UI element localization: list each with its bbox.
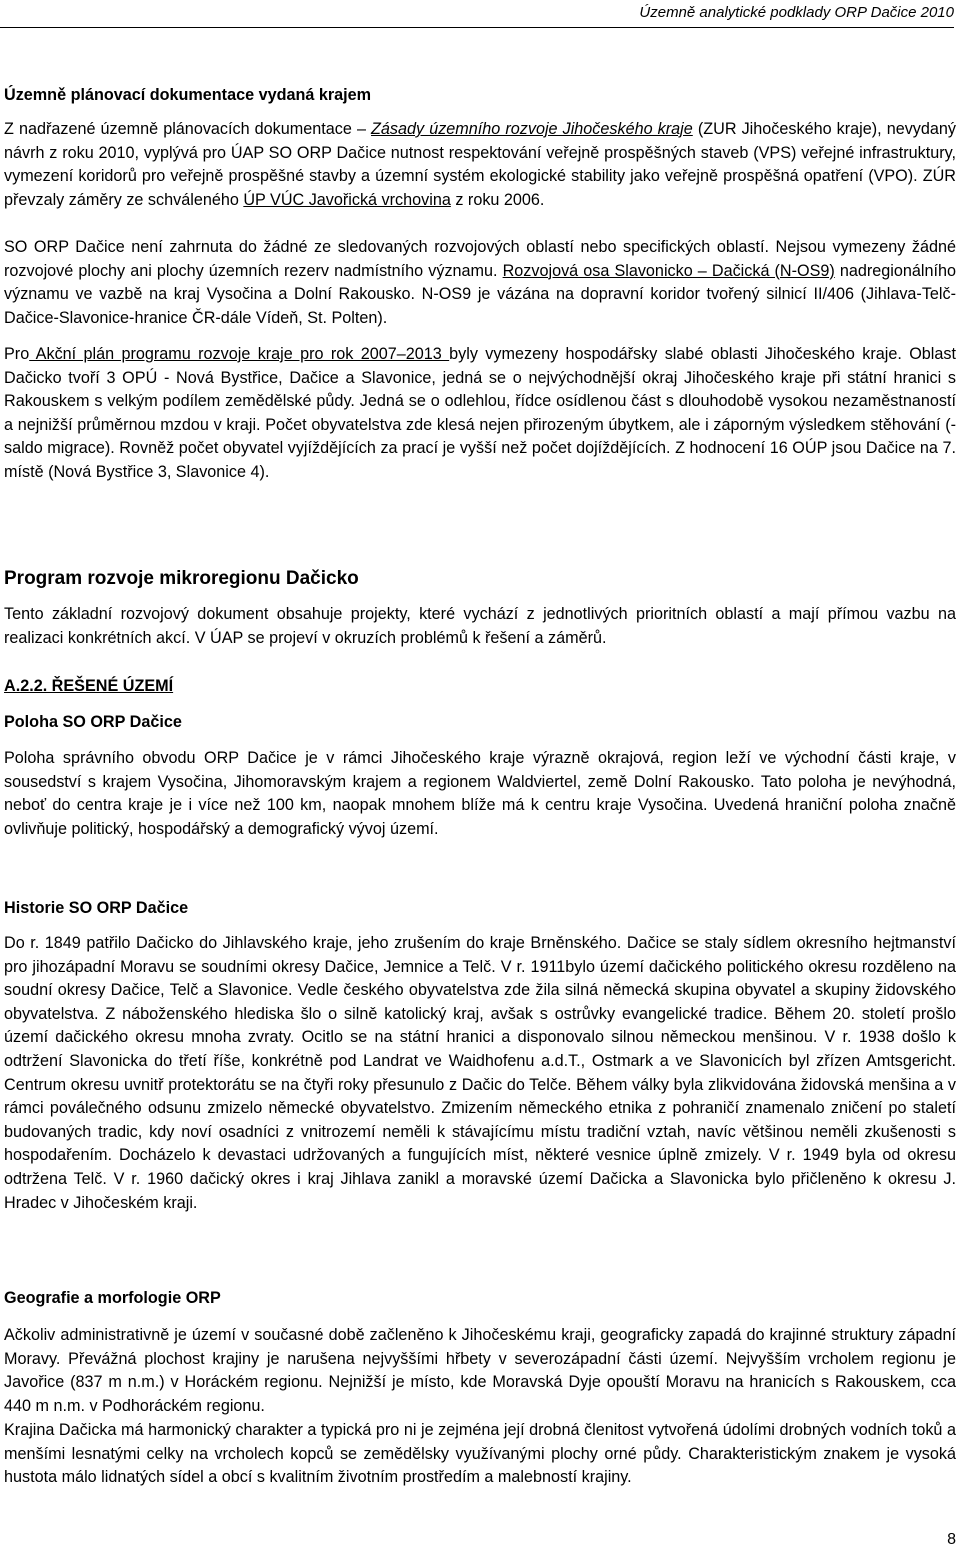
link-up-vuc[interactable]: ÚP VÚC Javořická vrchovina (243, 190, 451, 209)
paragraph-historie: Do r. 1849 patřilo Dačicko do Jihlavského kraje, jeho zrušením do kraje Brněnského. Dačice se staly sídlem okresního hejtmanství pro jihozápadní Moravu se soudními okresy Dačice, Jemnice a Telč. V r. 1911bylo území dačického politického okresu rozděleno na soudní okresy Dačice, Telč a Slavonice. Vedle českého obyvatelstva zde žila silná německá skupina obyvatel a skupiny židovského obyvatelstva. Z náboženského hlediska šlo o silně katolický kraj, avšak s ostrůvky evangelické tradice. Během 20. století prošlo území dačického okresu mnoha zvraty. Ocitlo se na státní hranici a disponovalo silnou německou menšinou. V r. 1938 došlo k odtržení Slavonicka do třetí říše, konkrétně pod Landrat ve Waidhofenu a.d.T., Ostmark a ve Slavonicích byl zřízen Amtsgericht. Centrum okresu uvnitř protektorátu se na čtyři roky přesunulo z Dačic do Telče. Během války byla zlikvidována židovská menšina a v rámci poválečného odsunu zmizelo německé obyvatelstvo. Zmizením německého etnika z pohraničí znamenalo zničení po staletí budovaných tradic, kdy noví osadníci z vnitrozemí neměli k stávajícímu místu tradiční vztah, navíc většinou neměli zkušenosti s hospodařením. Docházelo k devastaci udržovaných a fungujících míst, některé vesnice úplně zmizely. V r. 1949 byla od okresu odtržena Telč. V r. 1960 dačický okres i kraj Jihlava zanikl a moravské území Dačicka a Slavonicka bylo přičleněno k okresu J. Hradec v Jihočeském kraji. (4, 934, 956, 1212)
section-heading-mikroregion: Program rozvoje mikroregionu Dačicko (4, 568, 359, 589)
section-heading-reseni-uzemi: A.2.2. ŘEŠENÉ ÚZEMÍ (4, 677, 174, 695)
link-zur[interactable]: Zásady územního rozvoje Jihočeského kraje (371, 120, 693, 138)
link-rozvojova-osa[interactable]: Rozvojová osa Slavonicko – Dačická (N-OS9) (502, 261, 835, 280)
text-run: z roku 2006. (450, 190, 545, 209)
page-number: 8 (947, 1531, 956, 1548)
paragraph-zur (4, 118, 956, 212)
text-run: nadregionálního významu ve vazbě na kraj Vysočina a Dolní Rakousko. N-OS9 je vázána na dopravní koridor tvořený silnicí II/406 (Jihlava-Telč-Dačice-Slavonice-hranice ČR-dále Vídeň, St. Polten). (4, 261, 956, 327)
section-heading-geografie: Geografie a morfologie ORP (4, 1289, 221, 1307)
paragraph-geografie-2: Krajina Dačicka má harmonický charakter a typická pro ni je zejména její drobná členitost vytvořená údolími drobných vodních toků a menšími lesnatými celky na vrcholech kopců se zemědělsky využívanými plochy orné půdy. Charakteristickým znakem je vysoká hustota málo lidnatých sídel a obcí s kvalitním životním prostředím a malebností krajiny. (4, 1421, 956, 1487)
paragraph-geografie-1: Ačkoliv administrativně je území v současné době začleněno k Jihočeskému kraji, geograficky zapadá do krajinné struktury západní Moravy. Převážná plochost krajiny je narušena nejvyššími hřbety v severozápadní části území. Nejvyšším vrcholem regionu je Javořice (837 m n.m.) v Horáckém regionu. Nejnižší je místo, kde Moravská Dyje opouští Moravu na hranicích s Rakouskem, cca 440 m n.m. v Podhoráckém regionu. (4, 1326, 956, 1415)
running-header: Územně analytické podklady ORP Dačice 2010 (0, 4, 954, 28)
section-heading-historie: Historie SO ORP Dačice (4, 899, 189, 917)
paragraph-mikroregion: Tento základní rozvojový dokument obsahuje projekty, které vychází z jednotlivých prioritních oblastí a mají přímou vazbu na realizaci konkrétních akcí. V ÚAP se projeví v okruzích problémů k řešení a záměrů. (4, 605, 956, 647)
paragraph-rozvojove-oblasti (4, 236, 956, 330)
text-run: Pro (4, 345, 30, 363)
text-run: Z nadřazené územně plánovacích dokumentace – (4, 120, 372, 138)
text-run: (ZUR Jihočeského kraje), nevydaný návrh z roku 2010, vyplývá pro ÚAP SO ORP Dačice nutnost respektování veřejně prospěšných staveb (VPS) veřejné infrastruktury, vymezení koridorů pro veřejně prospěšné stavby a územní systém ekologické stability jako veřejně prospěšná opatření (VPO). ZÚR převzaly záměry ze schváleného (4, 120, 957, 209)
link-akcni-plan[interactable]: Akční plán programu rozvoje kraje pro rok 2007–2013 (29, 345, 450, 363)
paragraph-poloha: Poloha správního obvodu ORP Dačice je v rámci Jihočeského kraje výrazně okrajová, region leží ve východní části kraje, v sousedství s krajem Vysočina, Jihomoravským krajem a regionem Waldviertel, země Dolní Rakousko. Tato poloha je nevýhodná, neboť do centra kraje je i více než 100 km, naopak mnohem blíže má k centru kraje Vysočina. Uvedená hraniční poloha značně ovlivňuje politický, hospodářský a demografický vývoj území. (4, 749, 956, 838)
paragraph-akcni-plan (4, 343, 956, 485)
section-heading-poloha: Poloha SO ORP Dačice (4, 713, 182, 731)
text-run: SO ORP Dačice není zahrnuta do žádné ze sledovaných rozvojových oblastí nebo specifických oblastí. Nejsou vymezeny žádné rozvojové plochy ani plochy územních rezerv nadmístního významu. (4, 238, 956, 280)
text-run: byly vymezeny hospodářsky slabé oblasti Jihočeského kraje. Oblast Dačicko tvoří 3 OPÚ - Nová Bystřice, Dačice a Slavonice, jedná se o nejvýchodnější okraj Jihočeského kraje při státní hranici s Rakouskem s velkým podílem zemědělské půdy. Jedná se o odlehlou, řídce osídlenou část s dlouhodobě vysokou nezaměstnaností a nejnižší průměrnou mzdou v kraji. Počet obyvatelstva zde klesá nejen přirozeným úbytkem, ale i záporným výsledkem stěhování (- saldo migrace). Rovněž počet obyvatel vyjíždějících za prací je vyšší než počet dojíždějících. Z hodnocení 16 OÚP jsou Dačice na 7. místě (Nová Bystřice 3, Slavonice 4). (4, 345, 956, 481)
section-heading-upd: Územně plánovací dokumentace vydaná krajem (4, 86, 372, 104)
